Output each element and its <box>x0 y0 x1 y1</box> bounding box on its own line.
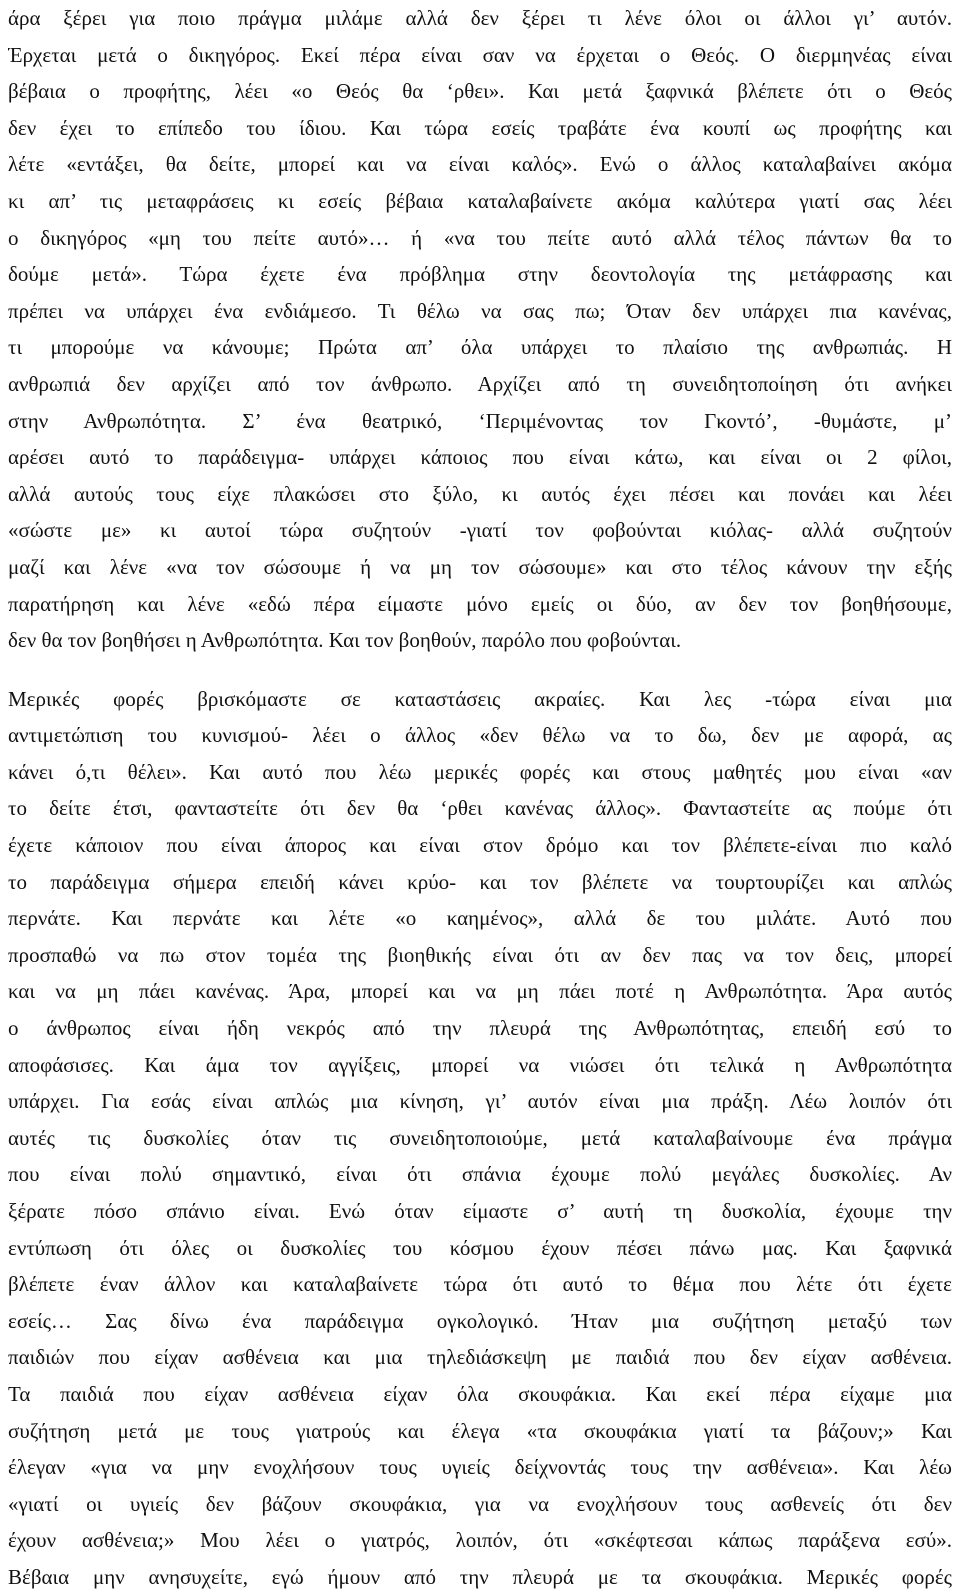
text-line: παιδιών που είχαν ασθένεια και μια τηλεδιάσκεψη με παιδιά που δεν είχαν ασθένεια. <box>8 1345 952 1370</box>
paragraph-1 <box>8 0 952 659</box>
text-line: στην Ανθρωπότητα. Σ’ ένα θεατρικό, ‘Περιμένοντας τον Γκοντό’, -θυμάστε, μ’ <box>8 408 952 433</box>
text-line: που είναι πολύ σημαντικό, είναι ότι σπάνια έχουμε πολύ μεγάλες δυσκολίες. Αν <box>8 1162 952 1187</box>
text-line: ο άνθρωπος είναι ήδη νεκρός από την πλευρά της Ανθρωπότητας, επειδή εσύ το <box>8 1016 952 1041</box>
text-line: Τα παιδιά που είχαν ασθένεια είχαν όλα σκουφάκια. Και εκεί πέρα είχαμε μια <box>8 1381 952 1406</box>
text-line: αποφάσισες. Και άμα τον αγγίξεις, μπορεί να νιώσει ότι τελικά η Ανθρωπότητα <box>8 1052 952 1077</box>
text-line: κάνει ό,τι θέλει». Και αυτό που λέω μερικές φορές και στους μαθητές μου είναι «αν <box>8 759 952 784</box>
text-line: λέτε «εντάξει, θα δείτε, μπορεί και να είναι καλός». Ενώ ο άλλος καταλαβαίνει ακόμα <box>8 152 952 177</box>
text-line: αυτές τις δυσκολίες όταν τις συνειδητοποιούμε, μετά καταλαβαίνουμε ένα πράγμα <box>8 1125 952 1150</box>
text-line: δεν θα τον βοηθήσει η Ανθρωπότητα. Και τον βοηθούν, παρόλο που φοβούνται. <box>8 628 682 653</box>
text-line: υπάρχει. Για εσάς είναι απλώς μια κίνηση, γι’ αυτόν είναι μια πράξη. Λέω λοιπόν ότι <box>8 1089 952 1114</box>
text-line: «σώστε με» κι αυτοί τώρα συζητούν -γιατί τον φοβούνται κιόλας- αλλά συζητούν <box>8 518 952 543</box>
text-line: κι απ’ τις μεταφράσεις κι εσείς βέβαια καταλαβαίνετε ακόμα καλύτερα γιατί σας λέει <box>8 188 952 213</box>
text-line: Βέβαια μην ανησυχείτε, εγώ ήμουν από την πλευρά με τα σκουφάκια. Μερικές φορές <box>8 1564 952 1589</box>
text-line: περνάτε. Και περνάτε και λέτε «ο καημένος», αλλά δε του μιλάτε. Αυτό που <box>8 906 952 931</box>
text-line: και να μη πάει κανένας. Άρα, μπορεί και να μη πάει ποτέ η Ανθρωπότητα. Άρα αυτός <box>8 979 952 1004</box>
text-line: τι μπορούμε να κάνουμε; Πρώτα απ’ όλα υπάρχει το πλαίσιο της ανθρωπιάς. Η <box>8 335 952 360</box>
text-line: πρέπει να υπάρχει ένα ενδιάμεσο. Τι θέλω να σας πω; Όταν δεν υπάρχει πια κανένας, <box>8 298 952 323</box>
text-line: ανθρωπιά δεν αρχίζει από τον άνθρωπο. Αρχίζει από τη συνειδητοποίηση ότι ανήκει <box>8 371 952 396</box>
text-line: ξέρατε πόσο σπάνιο είναι. Ενώ όταν είμαστε σ’ αυτή τη δυσκολία, έχουμε την <box>8 1199 952 1223</box>
text-line: μαζί και λένε «να τον σώσουμε ή να μη τον σώσουμε» και στο τέλος κάνουν την εξής <box>8 554 952 579</box>
text-line: το δείτε έτσι, φανταστείτε ότι δεν θα ‘ρθει κανένας άλλος». Φανταστείτε ας πούμε ότι <box>8 796 952 821</box>
text-line: αρέσει αυτό το παράδειγμα- υπάρχει κάποιος που είναι κάτω, και είναι οι 2 φίλοι, <box>8 445 952 470</box>
text-line: βέβαια ο προφήτης, λέει «ο Θεός θα ‘ρθει». Και μετά ξαφνικά βλέπετε ότι ο Θεός <box>8 79 952 104</box>
text-line: δεν έχει το επίπεδο του ίδιου. Και τώρα εσείς τραβάτε ένα κουπί ως προφήτης και <box>8 115 952 140</box>
text-line: δούμε μετά». Τώρα έχετε ένα πρόβλημα στην δεοντολογία της μετάφρασης και <box>8 262 952 287</box>
text-line: ο δικηγόρος «μη του πείτε αυτό»… ή «να του πείτε αυτό αλλά τέλος πάντων θα το <box>8 225 952 250</box>
text-line: εντύπωση ότι όλες οι δυσκολίες του κόσμου έχουν πέσει πάνω μας. Και ξαφνικά <box>8 1235 952 1260</box>
text-line: έχετε κάποιον που είναι άπορος και είναι στον δρόμο και τον βλέπετε-είναι πιο καλό <box>8 833 952 858</box>
text-line: αντιμετώπιση του κυνισμού- λέει ο άλλος «δεν θέλω να το δω, δεν με αφορά, ας <box>8 723 952 748</box>
paragraph-2 <box>8 681 952 1596</box>
text-line: βλέπετε έναν άλλον και καταλαβαίνετε τώρα ότι αυτό το θέμα που λέτε ότι έχετε <box>8 1272 952 1297</box>
text-line: προσπαθώ να πω στον τομέα της βιοηθικής είναι ότι αν δεν πας να τον δεις, μπορεί <box>8 942 952 967</box>
text-line: Έρχεται μετά ο δικηγόρος. Εκεί πέρα είναι σαν να έρχεται ο Θεός. Ο διερμηνέας είναι <box>8 42 952 67</box>
text-line: έχουν ασθένεια;» Μου λέει ο γιατρός, λοιπόν, ότι «σκέφτεσαι κάπως παράξενα εσύ». <box>8 1528 952 1553</box>
paragraph-gap <box>8 659 952 681</box>
text-line: το παράδειγμα σήμερα επειδή κάνει κρύο- και τον βλέπετε να τουρτουρίζει και απλώς <box>8 869 952 894</box>
text-line: «γιατί οι υγιείς δεν βάζουν σκουφάκια, για να ενοχλήσουν τους ασθενείς ότι δεν <box>8 1491 952 1516</box>
text-line: έλεγαν «για να μην ενοχλήσουν τους υγιείς δείχνοντάς τους την ασθένεια». Και λέω <box>8 1455 952 1480</box>
text-line: άρα ξέρει για ποιο πράγμα μιλάμε αλλά δεν ξέρει τι λένε όλοι οι άλλοι γι’ αυτόν. <box>8 6 952 30</box>
text-line: παρατήρηση και λένε «εδώ πέρα είμαστε μόνο εμείς οι δύο, αν δεν τον βοηθήσουμε, <box>8 591 952 616</box>
document-page <box>8 0 952 1596</box>
text-line: συζήτηση μετά με τους γιατρούς και έλεγα «τα σκουφάκια γιατί τα βάζουν;» Και <box>8 1418 952 1443</box>
text-line: Μερικές φορές βρισκόμαστε σε καταστάσεις ακραίες. Και λες -τώρα είναι μια <box>8 686 952 711</box>
text-line: αλλά αυτούς τους είχε πλακώσει στο ξύλο, κι αυτός έχει πέσει και πονάει και λέει <box>8 481 952 506</box>
text-line: εσείς… Σας δίνω ένα παράδειγμα ογκολογικό. Ήταν μια συζήτηση μεταξύ των <box>8 1308 952 1333</box>
